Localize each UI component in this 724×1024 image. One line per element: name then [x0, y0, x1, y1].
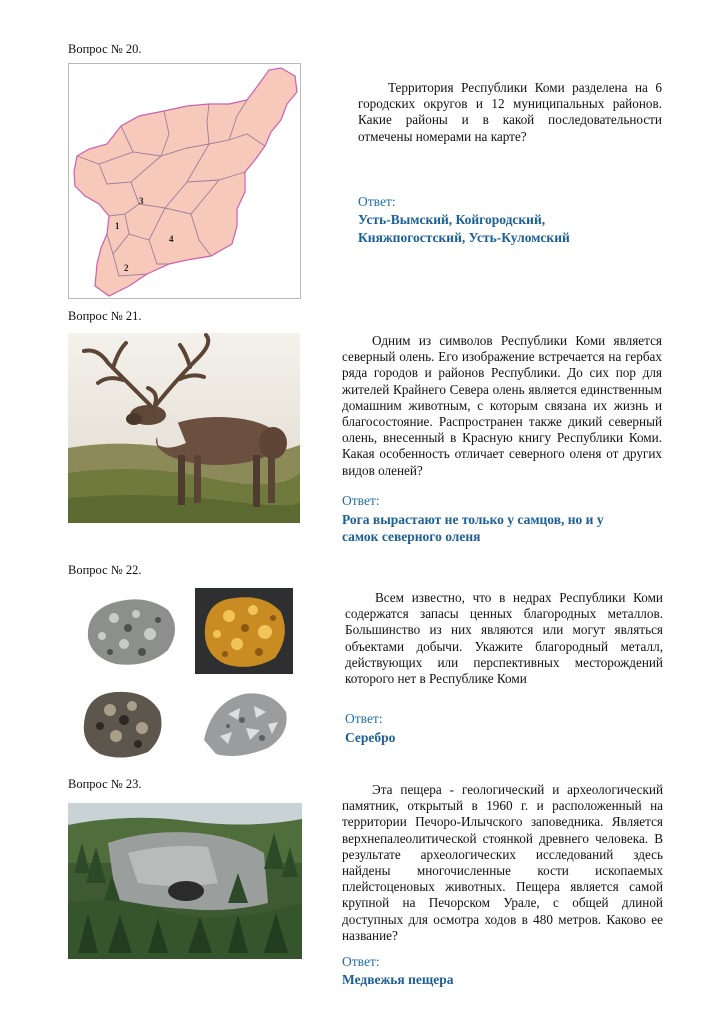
question-20-answer-line2: Княжпогостский, Усть-Куломский: [358, 230, 570, 245]
platinum-nugget-image: [76, 588, 188, 674]
question-23-text: Эта пещера - геологический и археологический памятник, открытый в 1960 г. и расположенный на территории Печоро-Илычского заповедника. Является верхнепалеолитической стоянкой древнего человека. В результате археологических исследований здесь найдены многочисленные кости ископаемых плейстоценовых животных. Пещера является самой крупной на Печорском Урале, с общей длиной доступных для осмотра ходов в 480 метров. Каково ее название?: [342, 782, 663, 943]
map-label-1: 1: [115, 221, 120, 231]
question-21-text: Одним из символов Республики Коми является северный олень. Его изображение встречается на гербах ряда городов и районов Республики. До сих пор для жителей Крайнего Севера олень является единственным домашним животным, с которым связана их жизнь и благосостояние. Распространен также дикий северный олень, внесенный в Красную книгу Республики Коми. Какая особенность отличает северного оленя от других видов оленей?: [342, 333, 662, 478]
gold-nugget-image: [195, 588, 293, 674]
question-22-title: Вопрос № 22.: [68, 563, 142, 577]
reindeer-image: [68, 333, 300, 523]
question-20-text: Территория Республики Коми разделена на 6 городских округов и 12 муниципальных районов. Какие районы и в какой последовательности отмечены номерами на карте?: [358, 80, 662, 144]
question-21-answer-label: Ответ:: [342, 493, 380, 508]
palladium-nugget-image: [76, 684, 168, 762]
question-22-text: Всем известно, что в недрах Республики Коми содержатся запасы ценных благородных металлов. Большинство из них являются или могут являться объектами добычи. Укажите благородный металл, действующих или перспективных месторождений которого нет в Республике Коми: [345, 590, 663, 687]
map-label-4: 4: [169, 234, 174, 244]
question-20-answer-label: Ответ:: [358, 194, 396, 209]
silver-ore-image: [198, 684, 292, 762]
question-23-title: Вопрос № 23.: [68, 777, 142, 791]
question-23-answer-line1: Медвежья пещера: [342, 972, 454, 987]
question-22-answer-label: Ответ:: [345, 711, 383, 726]
map-label-3: 3: [139, 196, 144, 206]
komi-map-image: [68, 63, 301, 299]
map-outline: [74, 68, 297, 296]
question-20-answer-line1: Усть-Вымский, Койгородский,: [358, 212, 546, 227]
question-22-answer-line1: Серебро: [345, 730, 396, 745]
question-20-title: Вопрос № 20.: [68, 42, 142, 56]
question-21-answer-line1: Рога вырастают не только у самцов, но и у: [342, 512, 604, 527]
bear-cave-image: [68, 803, 302, 959]
question-21-title: Вопрос № 21.: [68, 309, 142, 323]
map-label-2: 2: [124, 263, 129, 273]
question-21-answer-line2: самок северного оленя: [342, 529, 481, 544]
question-23-answer-label: Ответ:: [342, 954, 380, 969]
